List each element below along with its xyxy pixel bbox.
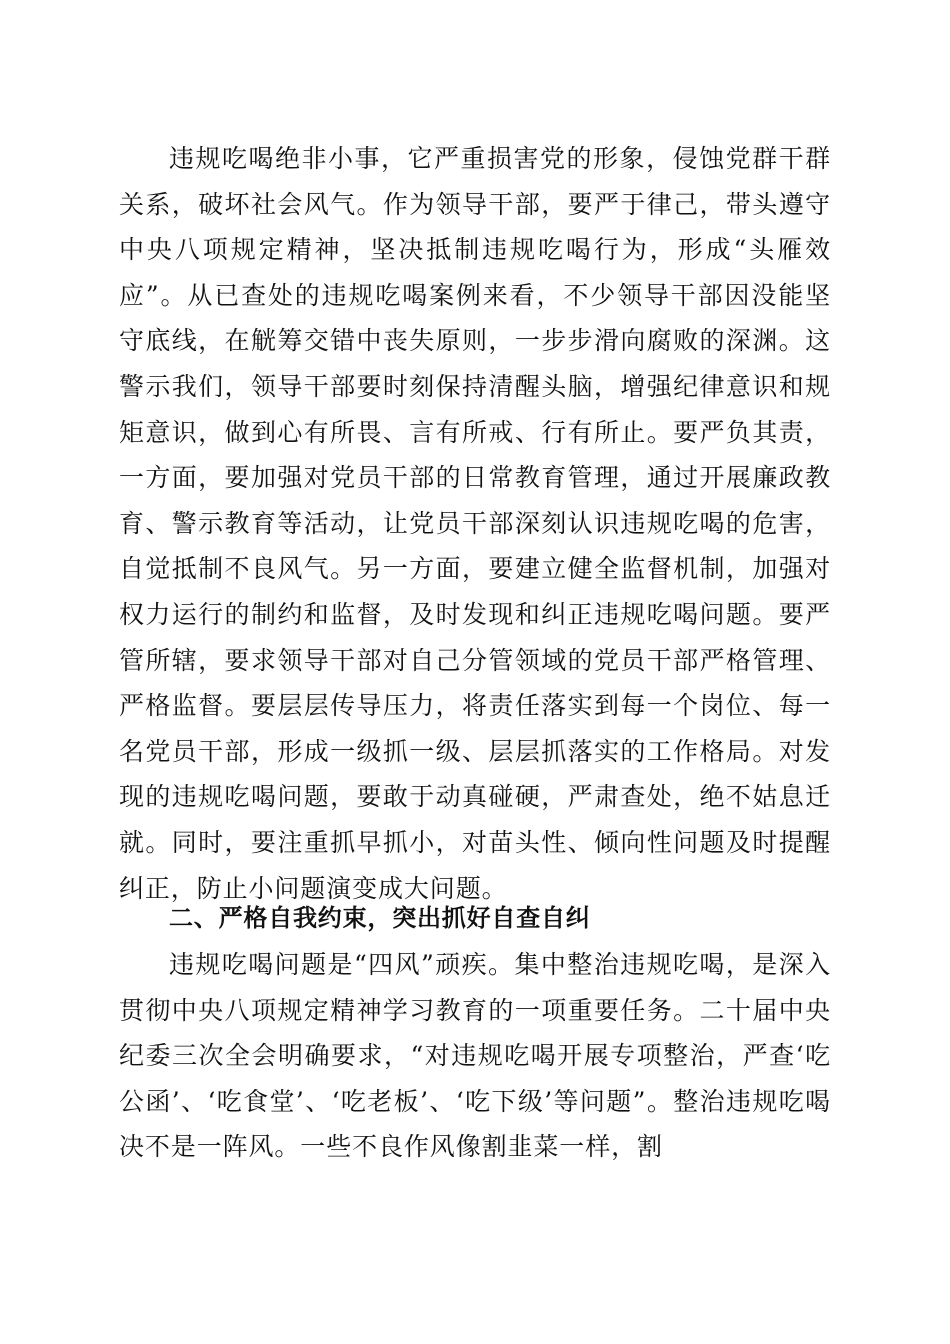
section-heading-2: 二、严格自我约束，突出抓好自查自纠 xyxy=(169,904,591,932)
body-paragraph-1: 违规吃喝绝非小事，它严重损害党的形象，侵蚀党群干群关系，破坏社会风气。作为领导干部，要严于律己，带头遵守中央八项规定精神，坚决抵制违规吃喝行为，形成“头雁效应”。从已查处的违规吃喝案例来看，不少领导干部因没能坚守底线，在觥筹交错中丧失原则，一步步滑向腐败的深渊。这警示我们，领导干部要时刻保持清醒头脑，增强纪律意识和规矩意识，做到心有所畏、言有所戒、行有所止。要严负其责，一方面，要加强对党员干部的日常教育管理，通过开展廉政教育、警示教育等活动，让党员干部深刻认识违规吃喝的危害，自觉抵制不良风气。另一方面，要建立健全监督机制，加强对权力运行的制约和监督，及时发现和纠正违规吃喝问题。要严管所辖，要求领导干部对自己分管领域的党员干部严格管理、严格监督。要层层传导压力，将责任落实到每一个岗位、每一名党员干部，形成一级抓一级、层层抓落实的工作格局。对发现的违规吃喝问题，要敢于动真碰硬，严肃查处，绝不姑息迁就。同时，要注重抓早抓小，对苗头性、倾向性问题及时提醒纠正，防止小问题演变成大问题。 xyxy=(119,144,831,903)
body-paragraph-2: 违规吃喝问题是“四风”顽疾。集中整治违规吃喝，是深入贯彻中央八项规定精神学习教育的一项重要任务。二十届中央纪委三次全会明确要求，“对违规吃喝开展专项整治，严查‘吃公函’、‘吃食堂’、‘吃老板’、‘吃下级’等问题”。整治违规吃喝决不是一阵风。一些不良作风像割韭菜一样，割 xyxy=(119,950,831,1162)
